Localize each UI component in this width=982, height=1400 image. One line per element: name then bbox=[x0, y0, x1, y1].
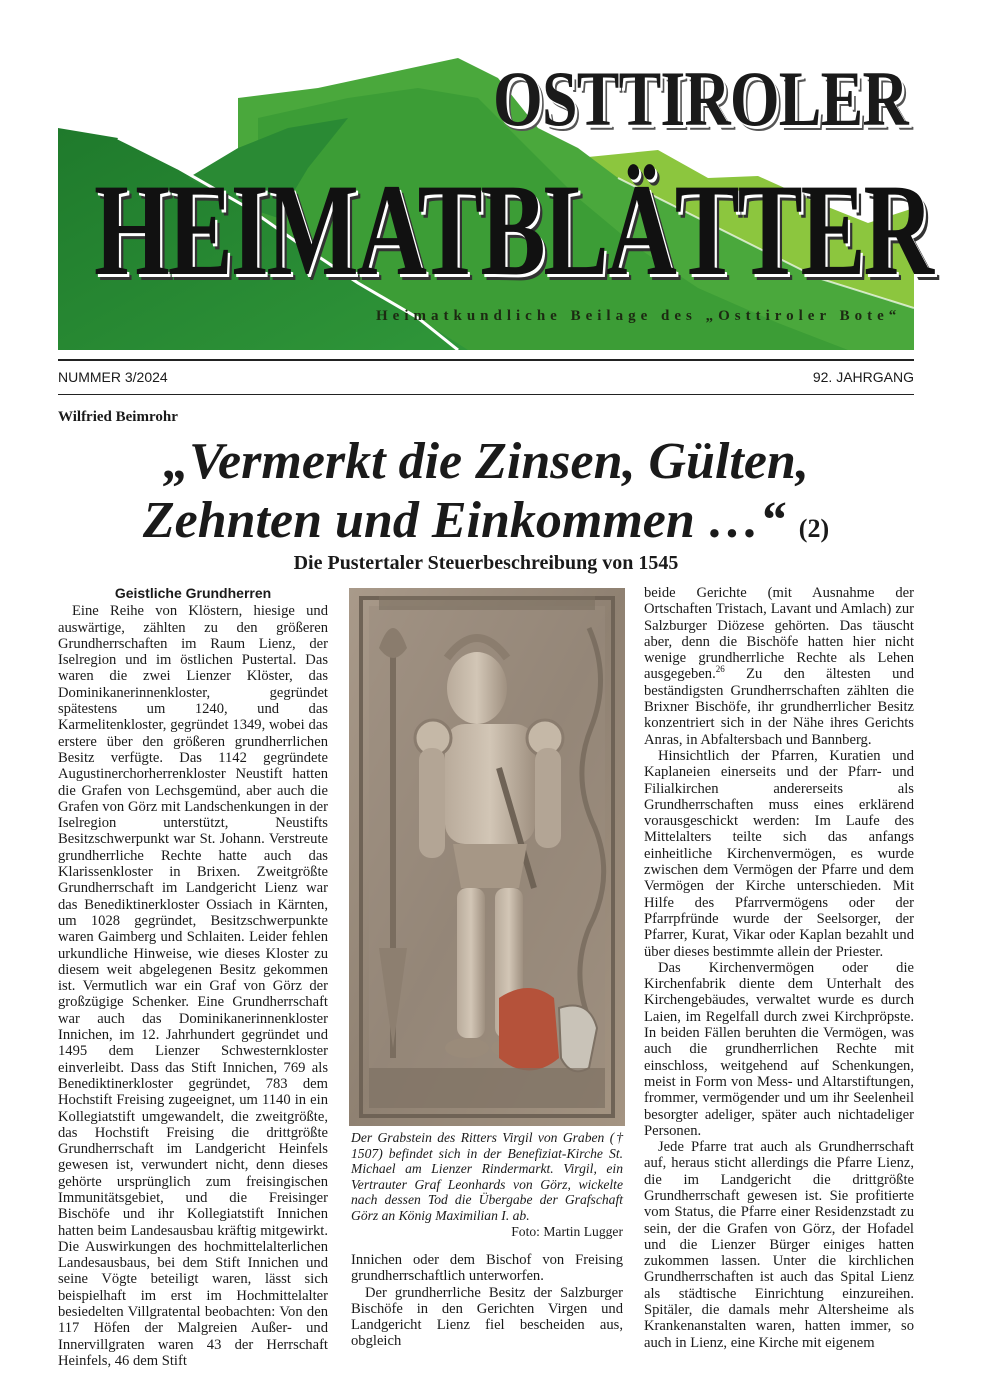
masthead-subtitle: Heimatkundliche Beilage des „Osttiroler Bote“ bbox=[376, 308, 902, 324]
col3-paragraph-2: Hinsichtlich der Pfarren, Kuratien und Kaplaneien einerseits und der Pfarr- und Filialkirchen andererseits als Grundherrschaften muss eines erklärend vorausgeschickt werden: Im Laufe des Mittelalters teilte sich das anfangs einheitliche Kirchenvermögen, es wurde zwischen dem Vermögen der Pfarre und dem Vermögen der Kirche unterschieden. Mit Hilfe des Pfarrvermögens oder der Pfarrpfründe wurde der Seelsorger, der Pfarrer, Kurat, Vikar oder Kaplan bezahlt und über dieses bestimmte allein der Priester. bbox=[644, 747, 914, 960]
column-3 bbox=[644, 585, 914, 1351]
column-2 bbox=[351, 1252, 623, 1350]
issue-volume: 92. JAHRGANG bbox=[812, 369, 914, 385]
caption-text: Der Grabstein des Ritters Virgil von Graben († 1507) befindet sich in der Benefiziat-Kirche St. Michael am Lienzer Rindermarkt. Virgil, ein Vertrauter Graf Leonhards von Görz, wickelte nach dessen Tod die Übergabe der Grafschaft Görz an König Maximilian I. ab. bbox=[351, 1130, 623, 1223]
col3-paragraph-1 bbox=[644, 585, 914, 748]
col3-paragraph-1a: beide Gerichte (mit Ausnahme der Ortschaften Tristach, Lavant und Amlach) zur Salzburger Diözese gehörten. Das täuscht aber, denn die Bischöfe hatten hier nicht wenige grundherrliche Rechte als Lehen ausgegeben. bbox=[644, 585, 914, 683]
col3-paragraph-3: Das Kirchenvermögen oder die Kirchenfabrik diente dem Unterhalt des Kirchengebäudes, verwaltet wurde es durch Laien, im Regelfall durch zwei Kirchpröpste. In beiden Fällen beruhten die Vermögen, was auch die grundherrlichen Rechte mit einschloss, weitgehend auf Schenkungen, meist in Form von Mess- und Altarstiftungen, frommer, vermögender und um ihr Seelenheil besorgter adeliger, später auch nichtadeliger Personen. bbox=[644, 959, 914, 1139]
col3-paragraph-1b: Zu den ältesten und beständigsten Grundherrschaften zählten die Brixner Bischöfe, ihr grundherrlicher Besitz konzentriert sich in der Nähe ihres Gerichts Anras, in Abfaltersbach und Bannberg. bbox=[644, 666, 914, 748]
col1-paragraph-1: Eine Reihe von Klöstern, hiesige und auswärtige, zählten zu den größeren Grundherrschaften im Raum Lienz, der Iselregion und im östlichen Pustertal. Das waren die zwei Lienzer Klöster, das Dominikanerinnenkloster, gegründet spätestens um 1240, und das Karmelitenkloster, gegründet 1349, wobei das erstere über den größeren grundherrlichen Besitz verfügte. Das 1142 gegründete Augustinerchorherrenkloster Neustift hatten die Grafen von Lechsgemünd, aber auch die Grafen von Görz mit Landschenkungen in der Iselregion unterstützt, Neustifts Besitzschwerpunkt war St. Johann. Verstreute grundherrliche Rechte hatte auch das Klarissenkloster in Brixen. Zweitgrößte Grundherrschaft im Landgericht Lienz war das Benediktinerkloster Ossiach in Kärnten, um 1028 gegründet, Besitzschwerpunkte waren Gaimberg und Schlaiten. Leider fehlen urkundliche Hinweise, wie dieses Kloster zu diesem weit abgelegenen Besitz gekommen ist. Vermutlich war ein Graf von Görz der großzügige Schenker. Eine Grundherrschaft war auch das Dominikanerinnenkloster Innichen, im 12. Jahrhundert gegründet und 1495 dem Lienzer Schwesternkloster einverleibt. Dass das Stift Innichen, 769 als Benediktinerkloster gegründet, 783 dem Hochstift Freising zugeeignet, um 1140 in ein Kollegiatstift umgewandelt, die zweitgrößte, das Hochstift Freising die drittgrößte Grundherrschaft im Landgericht Heinfels gewesen ist, verwundert nicht, denn dieses gehörte ursprünglich zum freisingischen Immunitätsgebiet, und die Freisinger Bischöfe und ihr Kollegiatstift Innichen hatten beim Landesausbau kräftig mitgewirkt. Die Auswirkungen des hochmittelalterlichen Landesausbaus, bei dem Stift Innichen und seine Vögte beteiligt waren, lässt sich beispielhaft im erst im Hochmittelalter besiedelten Villgratental beobachten: Von den 117 Höfen der Malgreien Außer- und Innervillgraten waren 43 der Herrschaft Heinfels, 46 dem Stift bbox=[58, 603, 328, 1369]
issue-bar bbox=[58, 359, 914, 395]
photo-caption bbox=[351, 1130, 623, 1239]
column-1 bbox=[58, 585, 328, 1369]
footnote-marker: 26 bbox=[715, 664, 725, 675]
masthead bbox=[58, 55, 932, 350]
col2-paragraph-1: Innichen oder dem Bischof von Freising grundherrschaftlich unterworfen. bbox=[351, 1252, 623, 1285]
headline-line1: „Vermerkt die Zinsen, Gülten, bbox=[163, 433, 809, 490]
headline-line2 bbox=[58, 492, 914, 558]
masthead-title-line2: HEIMATBLÄTTER bbox=[94, 156, 932, 303]
section-heading: Geistliche Grundherren bbox=[114, 585, 272, 601]
caption-credit: Foto: Martin Lugger bbox=[511, 1223, 623, 1239]
tombstone-photo bbox=[349, 588, 625, 1126]
knight-relief-image bbox=[349, 588, 625, 1126]
headline-line2-text: Zehnten und Einkommen …“ bbox=[142, 492, 786, 549]
issue-number: NUMMER 3/2024 bbox=[58, 369, 168, 385]
col2-paragraph-2: Der grundherrliche Besitz der Salzburger Bischöfe in den Gerichten Virgen und Landgericht Lienz fiel bescheiden aus, obgleich bbox=[351, 1284, 623, 1350]
part-number: (2) bbox=[798, 514, 830, 543]
article-subtitle: Die Pustertaler Steuerbeschreibung von 1545 bbox=[293, 552, 679, 574]
masthead-title-line1: OSTTIROLER bbox=[493, 55, 908, 142]
col3-paragraph-4: Jede Pfarre trat auch als Grundherrschaft auf, heraus sticht allerdings die Pfarre Lienz, die im Landgericht die drittgrößte Grundherrschaft gewesen ist. Sie profitierte vom Status, die Pfarre einer Residenzstadt zu sein, der die Grafen von Görz, der Hofadel und die Lienzer Bürger einiges hatten zukommen lassen. Unter die kirchlichen Grundherrschaften ist auch das Spital Lienz als städtische Einrichtung einzureihen. Spitäler, die damals mehr Altersheime als Krankenanstalten waren, hatten immer, so auch in Lienz, eine Kirche mit eigenem bbox=[644, 1139, 914, 1351]
article-author: Wilfried Beimrohr bbox=[58, 409, 178, 425]
